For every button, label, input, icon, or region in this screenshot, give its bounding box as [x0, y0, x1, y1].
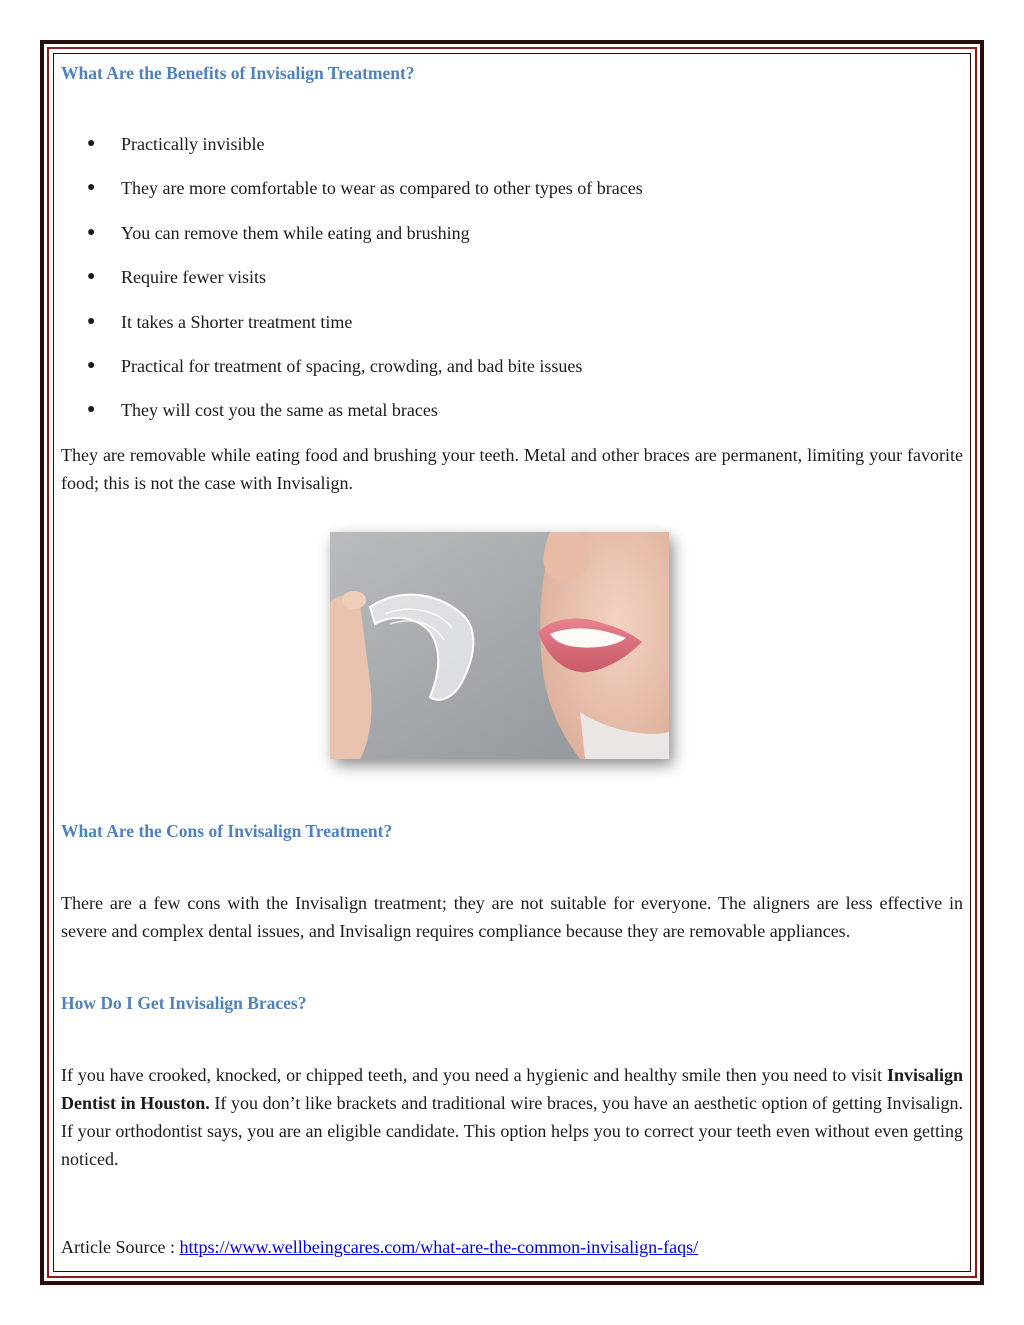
article-source: Article Source : https://www.wellbeingcares.com/what-are-the-common-invisalign-faqs/: [61, 1237, 699, 1257]
list-item: ● Require fewer visits: [61, 264, 963, 308]
list-item: ● They will cost you the same as metal braces: [61, 397, 963, 441]
bullet-icon: ●: [87, 402, 96, 418]
benefits-heading: What Are the Benefits of Invisalign Treatment?: [61, 63, 415, 83]
bullet-icon: ●: [87, 224, 96, 240]
bullet-icon: ●: [87, 357, 96, 373]
list-item: ● Practically invisible: [61, 131, 963, 175]
bullet-icon: ●: [87, 180, 96, 196]
benefits-paragraph: They are removable while eating food and brushing your teeth. Metal and other braces are permanent, limiting your favorite food; this is not the case with Invisalign.: [61, 445, 963, 493]
list-item: ● They are more comfortable to wear as compared to other types of braces: [61, 175, 963, 219]
how-paragraph: If you have crooked, knocked, or chipped teeth, and you need a hygienic and healthy smile then you need to visit Invisalign Dentist in Houston. If you don’t like brackets and traditional wire braces, you have an aesthetic option of getting Invisalign. If your orthodontist says, you are an eligible candidate. This option helps you to correct your teeth even without even getting noticed.: [61, 1065, 963, 1169]
woman-holding-aligner-image: [330, 532, 669, 759]
cons-paragraph: There are a few cons with the Invisalign treatment; they are not suitable for everyone. The aligners are less effective in severe and complex dental issues, and Invisalign requires compliance because they are removable appliances.: [61, 893, 963, 941]
bullet-icon: ●: [87, 313, 96, 329]
bullet-icon: ●: [87, 136, 96, 151]
list-item: ● You can remove them while eating and brushing: [61, 220, 963, 264]
how-heading: How Do I Get Invisalign Braces?: [61, 993, 307, 1013]
source-link[interactable]: https://www.wellbeingcares.com/what-are-the-common-invisalign-faqs/: [179, 1237, 699, 1257]
list-item: ● Practical for treatment of spacing, crowding, and bad bite issues: [61, 353, 963, 397]
cons-heading: What Are the Cons of Invisalign Treatment?: [61, 821, 393, 841]
dentist-link-text: Invisalign Dentist in Houston.: [61, 1065, 963, 1113]
aligner-photo: [330, 532, 669, 759]
list-item: ● It takes a Shorter treatment time: [61, 309, 963, 353]
benefits-list: [61, 131, 963, 442]
bullet-icon: ●: [87, 269, 96, 285]
